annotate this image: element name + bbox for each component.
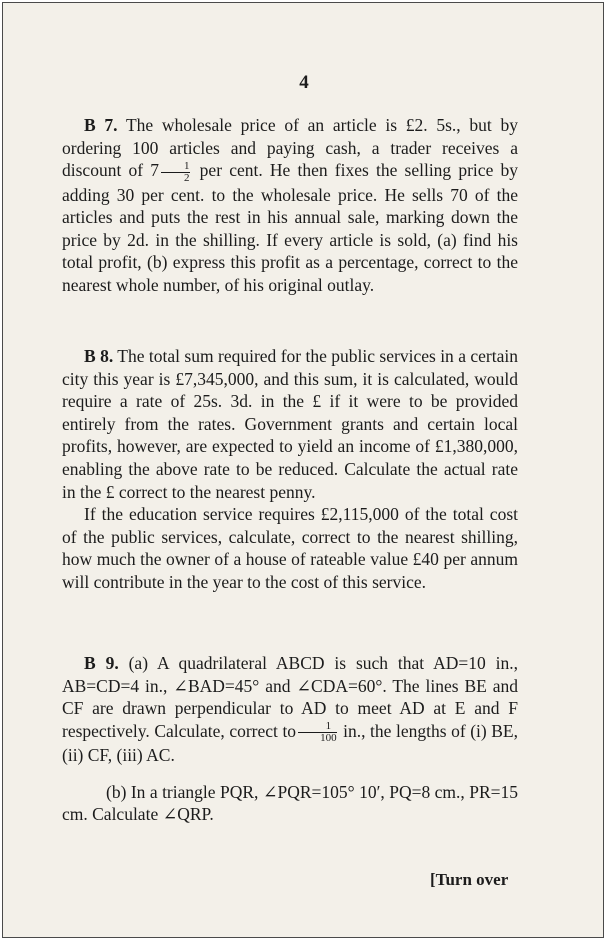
question-b9-part-a xyxy=(62,652,518,767)
fraction-hundredth: $\frac{1}{100}$ xyxy=(298,721,337,744)
question-b7 xyxy=(62,114,518,297)
question-b7-label: B 7. xyxy=(84,115,118,135)
question-b8-para2: If the education service requires £2,115,000 of the total cost of the public services, calculate, correct to the nearest shilling, how much the owner of a house of rateable value £40 per annum will contribute in the year to the cost of this service. xyxy=(62,504,518,592)
fraction-half: $\frac{1}{2}$ xyxy=(161,161,191,184)
question-b9-part-a-tail: in., the lengths of (i) BE, (ii) CF, (iii) AC. xyxy=(62,720,518,766)
question-b8-para1 xyxy=(62,345,518,503)
question-b7-text-b: per cent. He then fixes the selling price by adding 30 per cent. to the wholesale price. He sells 70 of the articles and puts the rest in his annual sale, marking down the price by 2d. in the shilling. If every article is sold, (a) find his total profit, (b) express this profit as a percentage, correct to the nearest whole number, of his original outlay. xyxy=(62,160,519,296)
question-b8 xyxy=(62,345,518,594)
page-number: 4 xyxy=(299,72,309,93)
question-b9-part-b: (b) In a triangle PQR, ∠PQR=105° 10′, PQ=8 cm., PR=15 cm. Calculate ∠QRP. xyxy=(62,781,518,825)
question-b8-label: B 8. xyxy=(84,346,114,366)
turn-over-note: [Turn over xyxy=(430,870,509,889)
question-b7-text xyxy=(62,114,518,297)
question-b8-text-1: The total sum required for the public services in a certain city this year is £7,345,000, and this sum, it is calculated, would require a rate of 25s. 3d. in the £ if it were to be provided entirely from the rates. Government grants and certain local profits, however, are expected to yield an income of £1,380,000, enabling the above rate to be reduced. Calculate the actual rate in the £ correct to the nearest penny. xyxy=(62,346,518,502)
question-b9-part-a-text: (a) A quadrilateral ABCD is such that AD=10 in., AB=CD=4 in., ∠BAD=45° and ∠CDA=60°. The lines BE and CF are drawn perpendicular to AD to meet AD at E and F respectively. Calculate, correct to xyxy=(62,653,518,741)
question-b7-text-a: The wholesale price of an article is £2. 5s., but by ordering 100 articles and paying cash, a trader receives a discount of 7 xyxy=(62,115,518,181)
question-b9 xyxy=(62,652,518,826)
question-b9-label: B 9. xyxy=(84,653,119,673)
